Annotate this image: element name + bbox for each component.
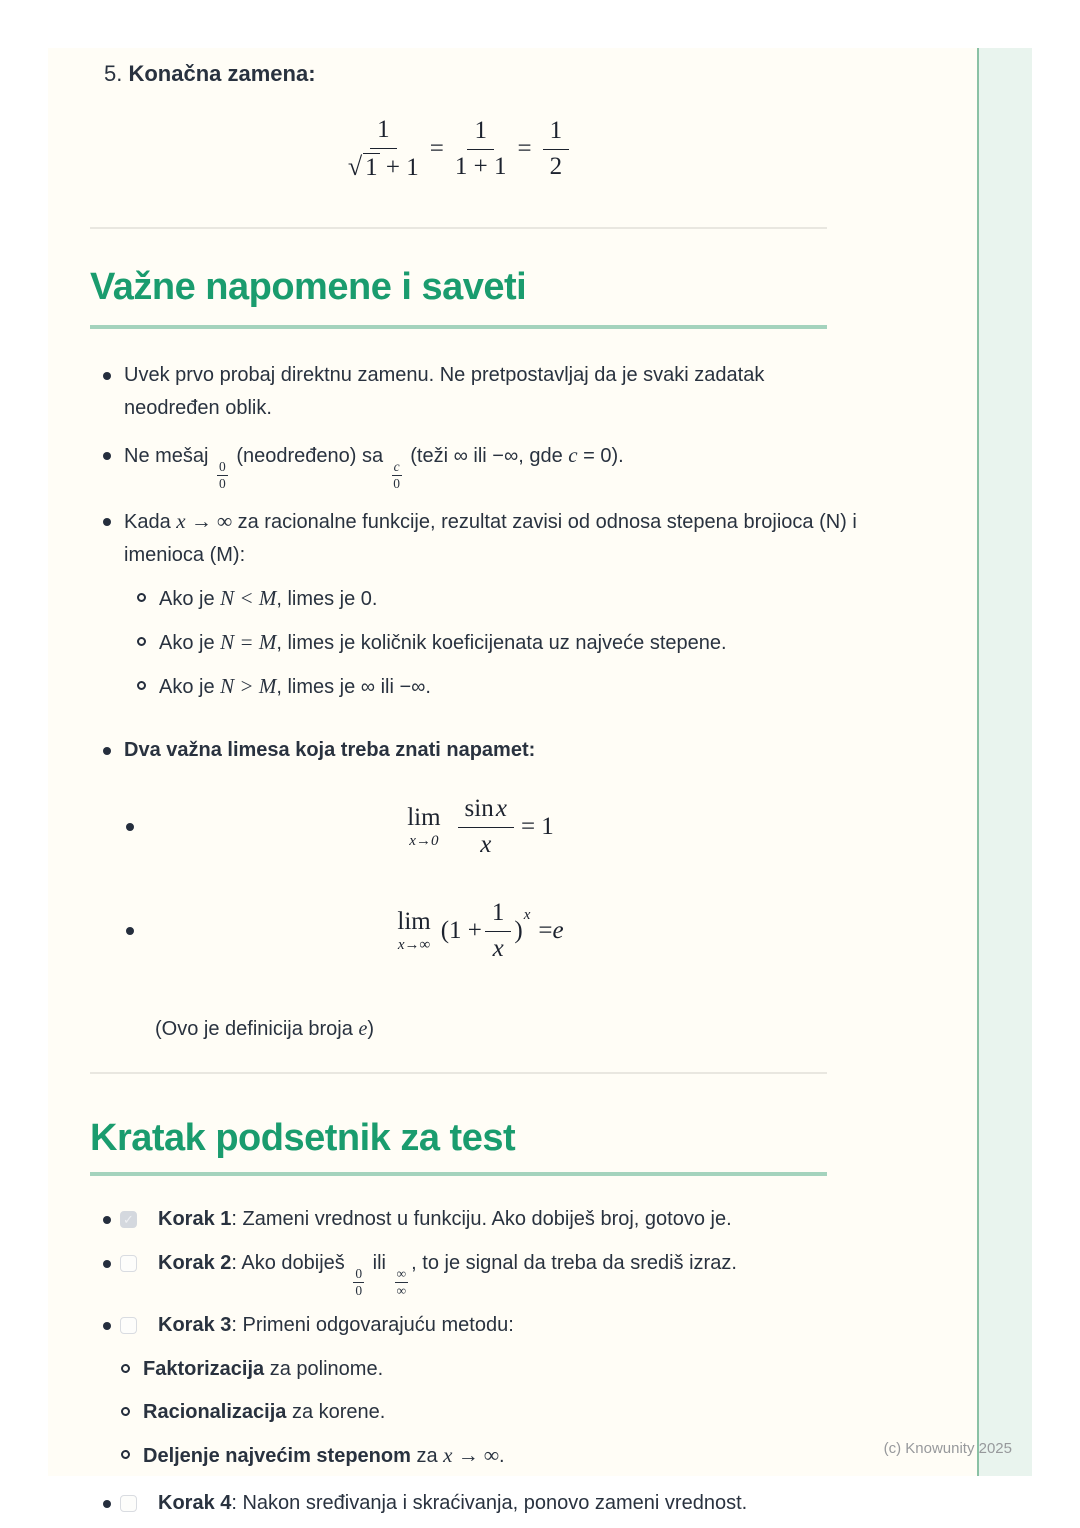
bullet-icon — [126, 823, 134, 831]
step-label: Konačna zamena: — [128, 61, 316, 86]
circle-bullet-icon — [137, 681, 146, 690]
list-item: Ako je N = M, limes je količnik koeficijenata uz najveće stepene. — [124, 626, 861, 660]
document-card — [48, 48, 1032, 1515]
fraction: $\frac{\text{sin x}}{x}$ — [458, 795, 514, 860]
bullet-icon — [103, 372, 111, 380]
notes-list — [90, 359, 857, 767]
inline-fraction: $\frac{0}{0}$ — [219, 459, 226, 492]
circle-bullet-icon — [121, 1407, 130, 1416]
equals-sign: = — [517, 135, 532, 162]
checklist — [90, 1203, 827, 1342]
checkbox-icon[interactable] — [120, 1317, 137, 1334]
step-number: 5. — [104, 61, 123, 86]
bullet-icon — [103, 1216, 111, 1224]
bullet-icon — [103, 452, 111, 460]
copyright-watermark: (c) Knowunity 2025 — [883, 1440, 1012, 1457]
circle-bullet-icon — [121, 1450, 130, 1459]
list-item — [90, 785, 827, 869]
checkbox-checked-icon[interactable]: ✓ — [120, 1211, 137, 1228]
ratio-cases-list — [124, 582, 861, 704]
important-limits-list — [90, 785, 827, 979]
list-item: Uvek prvo probaj direktnu zamenu. Ne pretpostavljaj da je svaki zadatak neodređen oblik. — [90, 359, 827, 425]
bullet-icon — [103, 1322, 111, 1330]
fraction: $\frac{1}{1 + 1}$ — [454, 116, 507, 180]
list-item: Dva važna limesa koja treba znati napamet: — [90, 734, 827, 767]
list-item: Kada x → ∞ za racionalne funkcije, rezultat zavisi od odnosa stepena brojioca (N) i imenioca (M): Ako je N < M, limes je 0. Ako je N = M, limes je količnik koeficijenata uz najveće stepene. Ako je N > M, limes je ∞ ili −∞. — [90, 505, 827, 714]
circle-bullet-icon — [121, 1364, 130, 1373]
fraction: $\frac{1}{x}$ — [485, 899, 512, 964]
bullet-icon — [103, 1500, 111, 1508]
list-item: Ako je N > M, limes je ∞ ili −∞. — [124, 670, 861, 704]
checkbox-icon[interactable] — [120, 1495, 137, 1512]
section-divider — [90, 1072, 827, 1074]
equals-sign: = — [429, 135, 444, 162]
bullet-icon — [103, 518, 111, 526]
circle-bullet-icon — [137, 593, 146, 602]
list-item — [90, 883, 827, 979]
checklist-item: Korak 3: Primeni odgovarajuću metodu: — [90, 1309, 827, 1342]
bullet-icon — [103, 747, 111, 755]
formula-limit-sinx: lim x→0 $\frac{\text{sin x}}{x}$ = 1 — [407, 794, 554, 858]
checklist-item: Korak 2: Ako dobiješ $\frac{0}{0}$ ili ∞ ∞ , to je signal da treba da središ izraz. — [90, 1247, 827, 1298]
inline-fraction: $\frac{c}{0}$ — [393, 459, 401, 492]
fraction: $\frac{1}{√ 1 + 1}$ — [347, 115, 419, 181]
right-accent-strip — [977, 48, 1032, 1476]
list-item: Deljenje najvećim stepenom za x → ∞. — [108, 1439, 808, 1473]
checklist-item: ✓ Korak 1: Zameni vrednost u funkciju. Ako dobiješ broj, gotovo je. — [90, 1203, 827, 1236]
list-item: Racionalizacija za korene. — [108, 1396, 808, 1429]
section-title-notes: Važne napomene i saveti — [90, 263, 827, 329]
checklist-item: Korak 4: Nakon sređivanja i skraćivanja, ponovo zameni vrednost. — [90, 1487, 827, 1520]
circle-bullet-icon — [137, 637, 146, 646]
inline-fraction: $\frac{0}{0}$ — [355, 1266, 363, 1299]
formula-limit-e: lim x→∞ (1 + $\frac{1}{x}$ ) x = e — [397, 898, 564, 962]
formula-final-substitution — [90, 113, 827, 185]
methods-list — [108, 1353, 808, 1473]
fraction: $\frac{1}{2}$ — [543, 117, 570, 182]
numbered-step-5 — [90, 48, 827, 89]
document-content — [48, 48, 857, 1520]
note-definition-e: (Ovo je definicija broja e) — [155, 1018, 374, 1041]
list-item: Faktorizacija za polinome. — [108, 1353, 808, 1386]
inline-fraction: ∞ ∞ — [396, 1266, 407, 1299]
sqrt-icon: √ — [347, 151, 363, 181]
bullet-icon — [126, 927, 134, 935]
list-item: Ne mešaj $\frac{0}{0}$ (neodređeno) sa $\frac{c}{0}$ (teži ∞ ili −∞, gde c = 0). — [90, 439, 827, 491]
checklist-continued — [90, 1487, 827, 1520]
section-title-checklist: Kratak podsetnik za test — [90, 1116, 827, 1176]
bullet-icon — [103, 1260, 111, 1268]
list-item: Ako je N < M, limes je 0. — [124, 582, 861, 616]
checkbox-icon[interactable] — [120, 1255, 137, 1272]
section-divider — [90, 227, 827, 229]
